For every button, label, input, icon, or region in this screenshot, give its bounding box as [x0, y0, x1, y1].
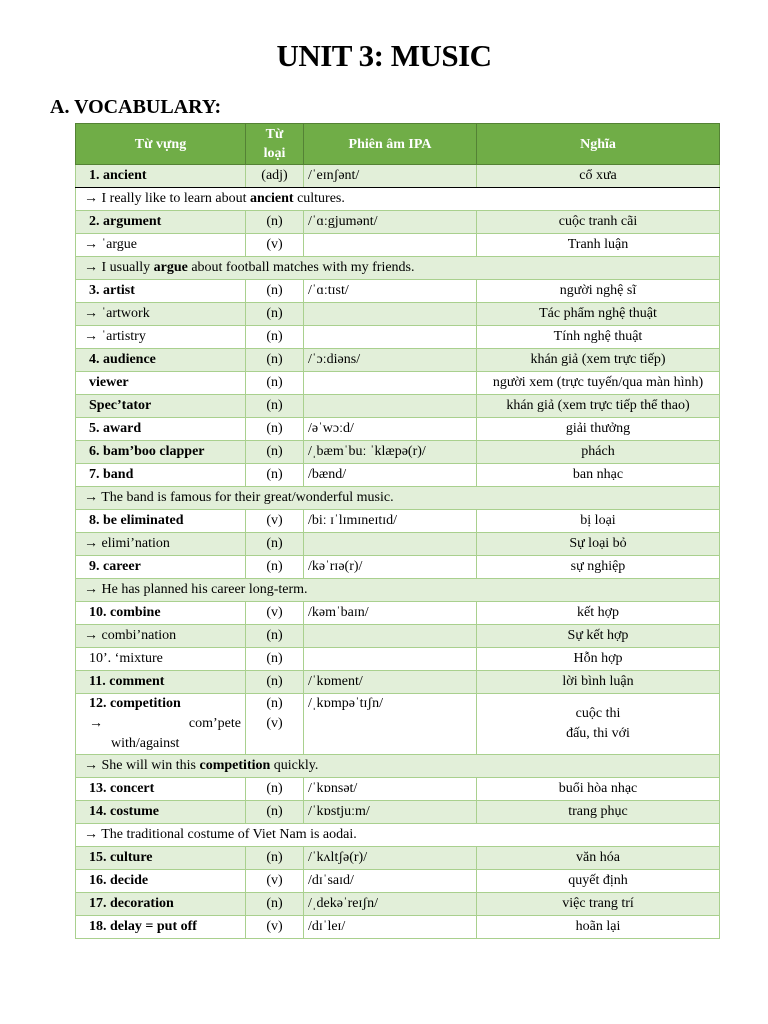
ipa: /dɪˈsaɪd/ [304, 870, 477, 893]
example-sentence: → I really like to learn about ancient cultures. [76, 188, 720, 211]
meaning: Tác phẩm nghệ thuật [477, 303, 720, 326]
ipa: /ˌdekəˈreɪʃn/ [304, 893, 477, 916]
example-sentence: → I usually argue about football matches with my friends. [76, 257, 720, 280]
example-row [76, 188, 720, 211]
vocab-word: viewer [76, 372, 246, 395]
derived-word: → combiʼnation [76, 625, 246, 648]
table-row [76, 464, 720, 487]
table-row [76, 916, 720, 939]
example-sentence: → She will win this competition quickly. [76, 755, 720, 778]
part-of-speech: (n) [246, 349, 304, 372]
vocab-word: 5. award [76, 418, 246, 441]
part-of-speech: (n) [246, 464, 304, 487]
ipa [304, 372, 477, 395]
header-meaning: Nghĩa [477, 124, 720, 165]
meaning: cuộc tranh cãi [477, 211, 720, 234]
part-of-speech: (n) [246, 211, 304, 234]
arrow-icon: → [84, 260, 98, 275]
table-row [76, 801, 720, 824]
part-of-speech: (n) [246, 671, 304, 694]
meaning: cuộc thi đấu, thi với [477, 694, 720, 755]
meaning: kết hợp [477, 602, 720, 625]
part-of-speech: (adj) [246, 165, 304, 188]
vocab-word: 7. band [76, 464, 246, 487]
meaning: hoãn lại [477, 916, 720, 939]
ipa: /ˈkɒnsət/ [304, 778, 477, 801]
part-of-speech: (n) [246, 418, 304, 441]
header-word: Từ vựng [76, 124, 246, 165]
table-row [76, 165, 720, 188]
meaning: buổi hòa nhạc [477, 778, 720, 801]
vocab-word: 13. concert [76, 778, 246, 801]
table-row [76, 602, 720, 625]
vocab-word: 8. be eliminated [76, 510, 246, 533]
example-row [76, 487, 720, 510]
arrow-icon: → [84, 582, 98, 597]
meaning: khán giả (xem trực tiếp) [477, 349, 720, 372]
example-sentence: → The traditional costume of Viet Nam is aodai. [76, 824, 720, 847]
table-row [76, 441, 720, 464]
part-of-speech: (n) [246, 801, 304, 824]
derived-word: → comʼpete [89, 716, 241, 731]
ipa: /ˈkʌltʃə(r)/ [304, 847, 477, 870]
derived-word: → ˈartwork [76, 303, 246, 326]
ipa [304, 648, 477, 671]
part-of-speech: (n) [246, 326, 304, 349]
table-row [76, 625, 720, 648]
vocab-word: 17. decoration [76, 893, 246, 916]
table-row [76, 648, 720, 671]
meaning: phách [477, 441, 720, 464]
ipa: /kəmˈbaɪn/ [304, 602, 477, 625]
meaning: Tranh luận [477, 234, 720, 257]
ipa: /əˈwɔːd/ [304, 418, 477, 441]
table-row [76, 234, 720, 257]
ipa: /ˌbæmˈbuː ˈklæpə(r)/ [304, 441, 477, 464]
part-of-speech: (n) (v) [246, 694, 304, 755]
meaning: khán giả (xem trực tiếp thể thao) [477, 395, 720, 418]
table-row [76, 418, 720, 441]
derived-word: → ˈargue [76, 234, 246, 257]
table-row [76, 395, 720, 418]
part-of-speech: (v) [246, 234, 304, 257]
ipa [304, 326, 477, 349]
vocab-word: 18. delay = put off [76, 916, 246, 939]
header-pos: Từ loại [246, 124, 304, 165]
part-of-speech: (n) [246, 303, 304, 326]
meaning: Sự kết hợp [477, 625, 720, 648]
table-row [76, 671, 720, 694]
derived-word: → elimiʼnation [76, 533, 246, 556]
vocab-word: 10. combine [76, 602, 246, 625]
header-ipa: Phiên âm IPA [304, 124, 477, 165]
example-sentence: → He has planned his career long-term. [76, 579, 720, 602]
part-of-speech: (n) [246, 648, 304, 671]
table-row [76, 694, 720, 755]
ipa: /ˌkɒmpəˈtɪʃn/ [304, 694, 477, 755]
part-of-speech: (n) [246, 847, 304, 870]
ipa: /dɪˈleɪ/ [304, 916, 477, 939]
example-row [76, 755, 720, 778]
table-row [76, 303, 720, 326]
vocabulary-table [75, 123, 720, 939]
ipa: /biː ɪˈlɪmɪneɪtɪd/ [304, 510, 477, 533]
vocab-word: 14. costume [76, 801, 246, 824]
derived-word: 10ʼ. ʻmixture [76, 648, 246, 671]
meaning: người xem (trực tuyến/qua màn hình) [477, 372, 720, 395]
table-row [76, 847, 720, 870]
table-row [76, 372, 720, 395]
example-row [76, 824, 720, 847]
arrow-icon: → [84, 490, 98, 505]
vocab-word: Specʼtator [76, 395, 246, 418]
ipa [304, 303, 477, 326]
part-of-speech: (n) [246, 280, 304, 303]
table-row [76, 870, 720, 893]
ipa: /ˈɔːdiəns/ [304, 349, 477, 372]
ipa: /kəˈrɪə(r)/ [304, 556, 477, 579]
vocab-word: 6. bamʼboo clapper [76, 441, 246, 464]
table-row [76, 778, 720, 801]
ipa: /ˈkɒment/ [304, 671, 477, 694]
arrow-icon: → [84, 237, 98, 252]
vocab-word: 15. culture [76, 847, 246, 870]
arrow-icon: → [84, 827, 98, 842]
section-heading: A. VOCABULARY: [50, 96, 222, 118]
example-sentence: → The band is famous for their great/wonderful music. [76, 487, 720, 510]
ipa [304, 234, 477, 257]
part-of-speech: (n) [246, 372, 304, 395]
vocab-word: 12. competition → comʼpete with/against [76, 694, 246, 755]
page-title: UNIT 3: MUSIC [276, 38, 492, 73]
ipa [304, 625, 477, 648]
part-of-speech: (n) [246, 778, 304, 801]
vocab-word: 1. ancient [76, 165, 246, 188]
vocab-word: 2. argument [76, 211, 246, 234]
table-row [76, 349, 720, 372]
example-row [76, 257, 720, 280]
vocab-word: 11. comment [76, 671, 246, 694]
ipa: /ˈkɒstjuːm/ [304, 801, 477, 824]
table-row [76, 533, 720, 556]
arrow-icon: → [84, 758, 98, 773]
arrow-icon: → [84, 191, 98, 206]
meaning: việc trang trí [477, 893, 720, 916]
part-of-speech: (v) [246, 916, 304, 939]
meaning: người nghệ sĩ [477, 280, 720, 303]
meaning: Tính nghệ thuật [477, 326, 720, 349]
table-row [76, 556, 720, 579]
ipa: /ˈɑːtɪst/ [304, 280, 477, 303]
ipa: /ˈɑːgjumənt/ [304, 211, 477, 234]
ipa [304, 395, 477, 418]
part-of-speech: (n) [246, 556, 304, 579]
meaning: Hỗn hợp [477, 648, 720, 671]
part-of-speech: (v) [246, 510, 304, 533]
table-header-row [76, 124, 720, 165]
part-of-speech: (n) [246, 625, 304, 648]
table-row [76, 893, 720, 916]
arrow-icon: → [84, 536, 98, 551]
part-of-speech: (n) [246, 395, 304, 418]
example-row [76, 579, 720, 602]
table-row [76, 326, 720, 349]
table-row [76, 280, 720, 303]
meaning: văn hóa [477, 847, 720, 870]
meaning: sự nghiệp [477, 556, 720, 579]
meaning: cổ xưa [477, 165, 720, 188]
part-of-speech: (n) [246, 533, 304, 556]
arrow-icon: → [84, 329, 98, 344]
derived-word: → ˈartistry [76, 326, 246, 349]
vocab-word: 3. artist [76, 280, 246, 303]
part-of-speech: (n) [246, 441, 304, 464]
arrow-icon: → [84, 628, 98, 643]
ipa: /ˈeɪnʃənt/ [304, 165, 477, 188]
meaning: Sự loại bỏ [477, 533, 720, 556]
table-row [76, 211, 720, 234]
part-of-speech: (v) [246, 870, 304, 893]
ipa [304, 533, 477, 556]
vocab-word: 16. decide [76, 870, 246, 893]
arrow-icon: → [89, 716, 103, 731]
meaning: giải thưởng [477, 418, 720, 441]
table-row [76, 510, 720, 533]
meaning: lời bình luận [477, 671, 720, 694]
meaning: trang phục [477, 801, 720, 824]
meaning: ban nhạc [477, 464, 720, 487]
meaning: bị loại [477, 510, 720, 533]
ipa: /bænd/ [304, 464, 477, 487]
vocab-word: 9. career [76, 556, 246, 579]
meaning: quyết định [477, 870, 720, 893]
arrow-icon: → [84, 306, 98, 321]
part-of-speech: (v) [246, 602, 304, 625]
part-of-speech: (n) [246, 893, 304, 916]
vocab-word: 4. audience [76, 349, 246, 372]
